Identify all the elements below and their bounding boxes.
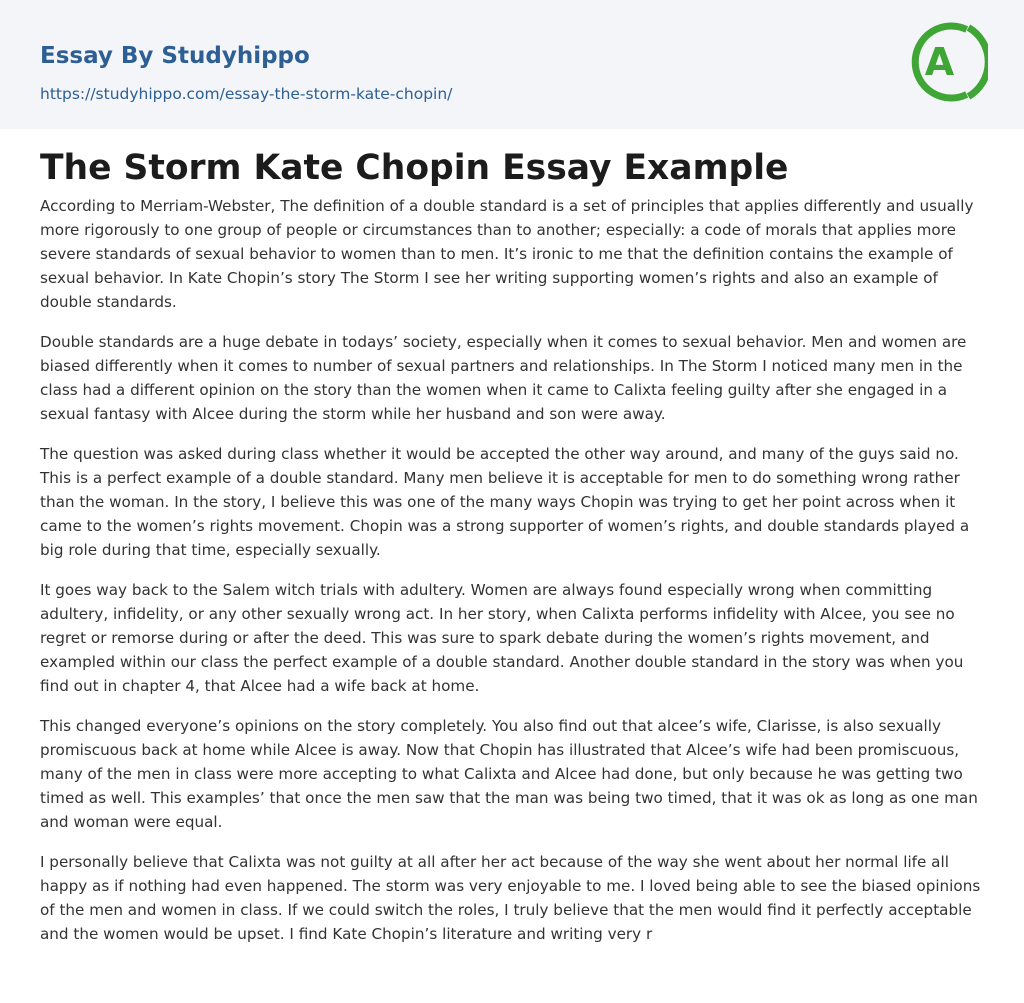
essay-paragraph: According to Merriam-Webster, The definition of a double standard is a set of principles that applies differently and usually more rigorously to one group of people or circumstances than to another; especially: a code of morals that applies more severe standards of sexual behavior to women than to men. It’s ironic to me that the definition contains the example of sexual behavior. In Kate Chopin’s story The Storm I see her writing supporting women’s rights and also an example of double standards. (40, 197, 974, 311)
essay-paragraph: It goes way back to the Salem witch trials with adultery. Women are always found especially wrong when committing adultery, infidelity, or any other sexually wrong act. In her story, when Calixta performs infidelity with Alcee, you see no regret or remorse during or after the deed. This was sure to spark debate during the women’s rights movement, and exampled within our class the perfect example of a double standard. Another double standard in the story was when you find out in chapter 4, that Alcee had a wife back at home. (40, 581, 964, 695)
essay-paragraph: I personally believe that Calixta was not guilty at all after her act because of the way she went about her normal life all happy as if nothing had even happened. The storm was very enjoyable to me. I loved being able to see the biased opinions of the men and women in class. If we could switch the roles, I truly believe that the men would find it perfectly acceptable and the women would be upset. I find Kate Chopin’s literature and writing very r (40, 853, 981, 943)
essay-title: The Storm Kate Chopin Essay Example (40, 148, 789, 188)
essay-paragraph: The question was asked during class whether it would be accepted the other way around, and many of the guys said no. This is a perfect example of a double standard. Many men believe it is acceptable for men to do something wrong rather than the woman. In the story, I believe this was one of the many ways Chopin was trying to get her point across when it came to the women’s rights movement. Chopin was a strong supporter of women’s rights, and double standards played a big role during that time, especially sexually. (40, 445, 970, 559)
essay-url-link[interactable]: https://studyhippo.com/essay-the-storm-kate-chopin/ (40, 85, 453, 103)
site-brand[interactable]: Essay By Studyhippo (40, 43, 310, 69)
essay-paragraph: This changed everyone’s opinions on the story completely. You also find out that alcee’s wife, Clarisse, is also sexually promiscuous back at home while Alcee is away. Now that Chopin has illustrated that Alcee’s wife had been promiscuous, many of the men in class were more accepting to what Calixta and Alcee had done, but only because he was getting two timed as well. This examples’ that once the men saw that the man was being two timed, that it was ok as long as one man and woman were equal. (40, 717, 978, 831)
essay-paragraph: Double standards are a huge debate in todays’ society, especially when it comes to sexual behavior. Men and women are biased differently when it comes to number of sexual partners and relationships. In The Storm I noticed many men in the class had a different opinion on the story than the women when it came to Calixta feeling guilty after she engaged in a sexual fantasy with Alcee during the storm while her husband and son were away. (40, 333, 967, 423)
site-header (0, 0, 1024, 129)
essay-body (40, 194, 988, 962)
logo-letter: A (924, 40, 955, 84)
studyhippo-logo-icon[interactable] (902, 18, 988, 106)
